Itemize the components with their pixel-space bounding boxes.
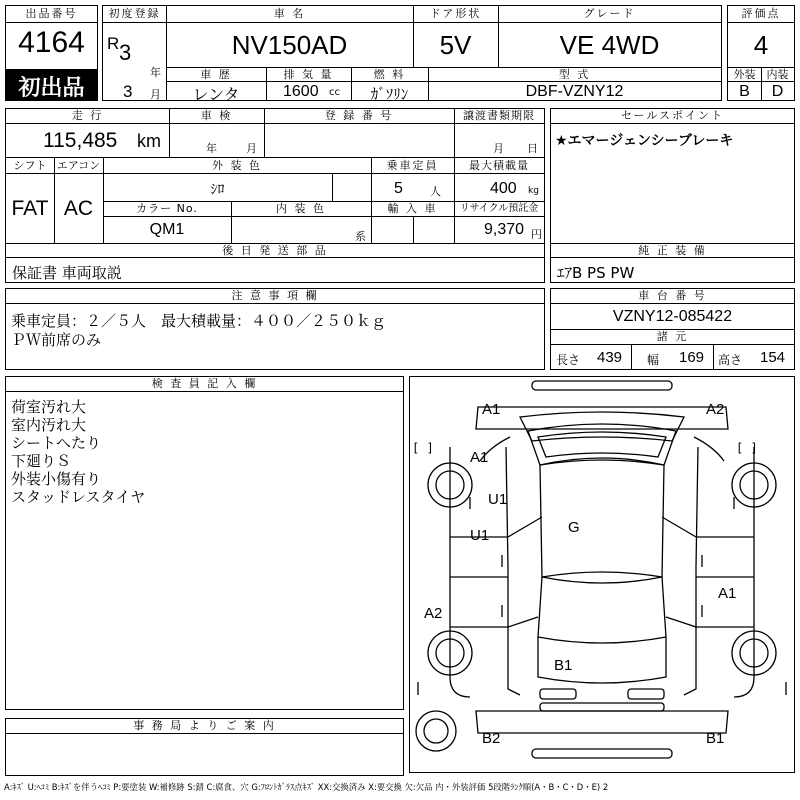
mark-left-rear-door: U1 xyxy=(470,527,490,544)
reg-year-unit: 年 xyxy=(150,66,161,79)
mark-rear-right: B1 xyxy=(706,730,725,747)
score-value: 4 xyxy=(753,30,769,60)
ac-label: エアコン xyxy=(56,159,101,172)
inspection-year-unit: 年 xyxy=(206,142,217,155)
recycle-unit: 円 xyxy=(531,228,542,241)
inspector-line-6: スタッドレスタイヤ xyxy=(11,488,146,506)
capacity-unit: 人 xyxy=(430,185,441,198)
exterior-value: B xyxy=(739,83,750,100)
notes-line-2: ＰＷ前席のみ xyxy=(11,331,102,349)
lot-number-box xyxy=(5,5,98,101)
reg-label: 初度登録 xyxy=(108,7,161,20)
ac-value: AC xyxy=(63,197,94,220)
inspection-month-unit: 月 xyxy=(246,142,257,155)
history-label: 車 歴 xyxy=(200,68,232,81)
mark-roof: G xyxy=(568,519,580,536)
reg-year: 3 xyxy=(119,40,132,65)
inspector-line-1: 荷室汚れ大 xyxy=(11,398,87,416)
type-label: 型 式 xyxy=(558,68,591,81)
damage-diagram xyxy=(409,376,795,773)
mark-left-rear-quarter: A2 xyxy=(424,605,443,622)
car-outline xyxy=(410,377,794,772)
inspector-line-4: 下廻りＳ xyxy=(11,452,72,470)
mileage-unit: km xyxy=(137,131,161,151)
door-label: ドア形状 xyxy=(429,7,482,20)
grade-label: グレード xyxy=(583,7,636,20)
chassis-box xyxy=(550,288,795,370)
inspector-line-3: シートへたり xyxy=(11,434,102,452)
color-no-value: QM1 xyxy=(149,221,185,238)
load-value: 400 xyxy=(490,180,517,197)
mark-rear-left: B2 xyxy=(482,730,501,747)
import-label: 輸 入 車 xyxy=(387,202,438,215)
capacity-label: 乗車定員 xyxy=(386,159,439,172)
office-box xyxy=(5,718,404,776)
height-value: 154 xyxy=(760,349,786,366)
shift-value: FAT xyxy=(11,197,49,220)
sales-value: ★エマージェンシーブレーキ xyxy=(555,133,734,149)
grade-value: VE 4WD xyxy=(559,30,660,60)
width-value: 169 xyxy=(679,349,705,366)
deed-month-unit: 月 xyxy=(493,142,504,155)
interior-label: 内装 xyxy=(766,68,789,81)
mileage-label: 走 行 xyxy=(71,109,104,122)
deed-label: 譲渡書類期限 xyxy=(463,109,535,122)
mark-right-rear-quarter: A1 xyxy=(718,585,737,602)
mark-left-front-door: U1 xyxy=(488,491,508,508)
mark-left-front-fender: A1 xyxy=(470,449,489,466)
reg-month-unit: 月 xyxy=(150,88,161,101)
later-parts-value: 保証書 車両取説 xyxy=(12,264,122,282)
notes-line-1: 乗車定員：２／５人 最大積載量：４００／２５０ｋｇ xyxy=(11,312,387,330)
mark-front-left: A1 xyxy=(482,401,501,418)
history-value: レンタ xyxy=(192,85,240,104)
sales-point-box xyxy=(550,108,795,283)
color-value: ｼﾛ xyxy=(210,182,225,198)
exterior-label: 外装 xyxy=(733,68,756,81)
deed-day-unit: 日 xyxy=(527,142,538,155)
notes-box xyxy=(5,288,545,370)
recycle-label: リサイクル預託金 xyxy=(459,203,539,214)
plate-label: 登 録 番 号 xyxy=(324,109,394,122)
reg-era: R xyxy=(107,34,120,53)
length-label: 長さ xyxy=(556,353,581,367)
model-name: NV150AD xyxy=(231,30,348,60)
bracket-right: [ ] xyxy=(736,441,758,455)
recycle-value: 9,370 xyxy=(484,221,525,238)
bracket-left: [ ] xyxy=(412,441,434,455)
length-value: 439 xyxy=(597,349,623,366)
legend-text: A:ｷｽﾞ U:ﾍｺﾐ B:ｷｽﾞを伴うﾍｺﾐ P:要塗装 W:補修跡 S:錆 C:腐食、穴 G:ﾌﾛﾝﾄｶﾞﾗｽ点ｷｽﾞ XX:交換済み X:要交換 欠:欠品 内・外装評価 5段階ﾗﾝｸ順(A・B・C・D・E) 2 xyxy=(4,782,609,792)
vehicle-details-box xyxy=(5,108,545,283)
equip-label: 純 正 装 備 xyxy=(638,244,707,257)
later-parts-label: 後 日 発 送 部 品 xyxy=(222,244,328,257)
mark-rear-glass: B1 xyxy=(554,657,573,674)
color-no-label: カラー No. xyxy=(136,202,198,215)
width-label: 幅 xyxy=(647,353,660,367)
first-listing-text: 初出品 xyxy=(18,76,85,101)
lot-number-label: 出品番号 xyxy=(25,7,78,20)
inspection-label: 車 検 xyxy=(200,109,233,122)
fuel-label: 燃 料 xyxy=(373,68,406,81)
header-main-box xyxy=(102,5,722,104)
inspector-label: 検 査 員 記 入 欄 xyxy=(151,377,258,390)
load-label: 最大積載量 xyxy=(469,159,529,172)
reg-month: 3 xyxy=(123,82,133,101)
inspector-box xyxy=(5,376,404,710)
mileage-value: 115,485 xyxy=(43,129,118,152)
notes-label: 注 意 事 項 欄 xyxy=(231,289,319,302)
interior-color-suffix: 系 xyxy=(355,230,366,243)
chassis-label: 車 台 番 号 xyxy=(638,289,707,302)
inspector-line-2: 室内汚れ大 xyxy=(11,416,87,434)
office-label: 事 務 局 よ り ご 案 内 xyxy=(133,719,276,732)
height-label: 高さ xyxy=(718,353,743,367)
score-box xyxy=(727,5,795,101)
interior-value: D xyxy=(771,83,784,100)
inspector-line-5: 外装小傷有り xyxy=(11,470,102,488)
capacity-value: 5 xyxy=(394,180,403,197)
color-label: 外 装 色 xyxy=(212,159,262,172)
door-value: 5V xyxy=(439,30,472,60)
equip-value: ｴｱB PS PW xyxy=(557,264,635,282)
dims-label: 諸 元 xyxy=(656,330,689,343)
interior-color-label: 内 装 色 xyxy=(276,202,326,215)
displacement-unit: cc xyxy=(329,87,340,98)
mark-front-right: A2 xyxy=(706,401,725,418)
chassis-value: VZNY12-085422 xyxy=(612,308,733,325)
displacement-value: 1600 xyxy=(283,83,319,100)
lot-number: 4164 xyxy=(18,26,85,59)
model-label: 車 名 xyxy=(273,7,306,20)
fuel-value: ｶﾞｿﾘﾝ xyxy=(370,85,409,103)
sales-label: セールスポイント xyxy=(620,109,724,122)
type-value: DBF-VZNY12 xyxy=(525,83,624,100)
shift-label: シフト xyxy=(13,159,47,172)
load-unit: kg xyxy=(528,186,539,196)
score-label: 評価点 xyxy=(741,7,781,20)
displacement-label: 排 気 量 xyxy=(283,68,334,81)
